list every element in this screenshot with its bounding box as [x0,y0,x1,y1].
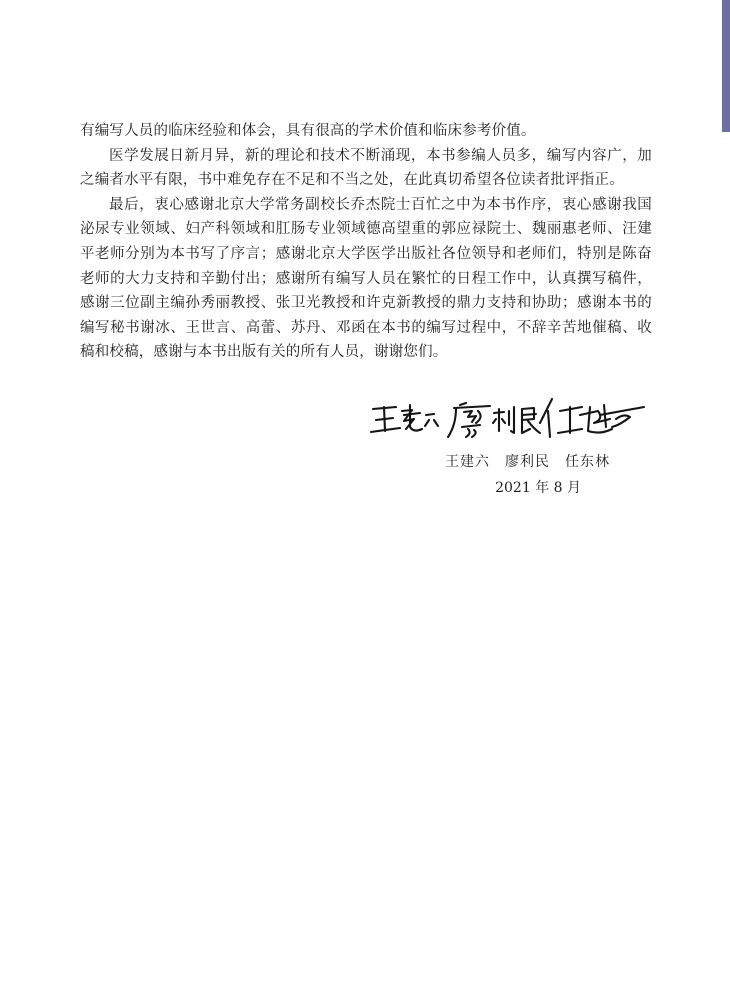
authors-line: 王建六 廖利民 任东林 [445,454,610,470]
paragraph-continuation: 有编写人员的临床经验和体会，具有很高的学术价值和临床参考价值。 [80,123,536,139]
page-edge-tab [722,0,730,132]
signature-wang-jianliu [371,405,438,432]
paragraph-acknowledgements: 最后，衷心感谢北京大学常务副校长乔杰院士百忙之中为本书作序，衷心感谢我国泌尿专业领域、妇产科领域和肛肠专业领域德高望重的郭应禄院士、魏丽惠老师、汪建平老师分别为本书写了序言；感谢北京大学医学出版社各位领导和老师们，特别是陈奋老师的大力支持和辛勤付出；感谢所有编写人员在繁忙的日程工作中，认真撰写稿件，感谢三位副主编孙秀丽教授、张卫光教授和许克新教授的鼎力支持和协助；感谢本书的编写秘书谢冰、王世言、高蕾、苏丹、邓函在本书的编写过程中，不辞辛苦地催稿、收稿和校稿，感谢与本书出版有关的所有人员，谢谢您们。 [80,196,652,361]
paragraph-apology: 医学发展日新月异，新的理论和技术不断涌现，本书参编人员多，编写内容广，加之编者水平有限，书中难免存在不足和不当之处，在此真切希望各位读者批评指正。 [80,147,652,189]
signature-liao-limin [448,403,540,437]
date-line: 2021 年 8 月 [495,480,581,496]
handwritten-signatures [368,393,648,441]
signature-ren-donglin [540,399,644,437]
body-text [80,119,652,365]
signature-image [368,393,648,441]
